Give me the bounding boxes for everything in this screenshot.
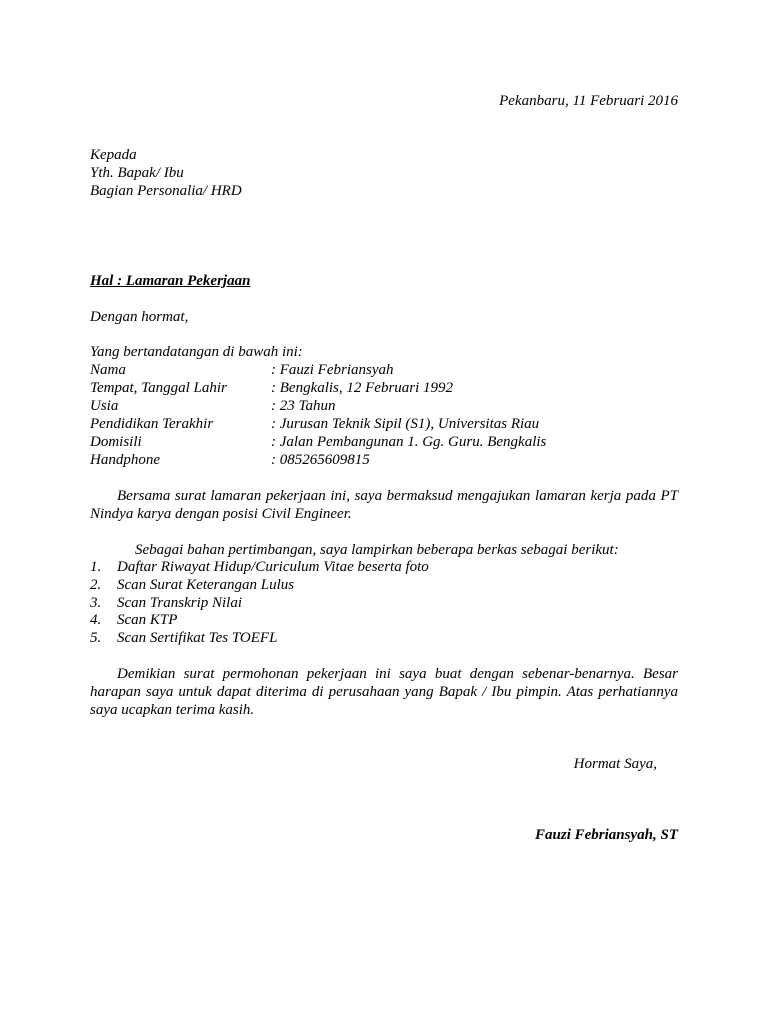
- field-label: Handphone: [90, 452, 160, 468]
- list-text: Scan Sertifikat Tes TOEFL: [117, 630, 278, 646]
- recipient-line-2: Yth. Bapak/ Ibu: [90, 165, 184, 181]
- signature-name: Fauzi Febriansyah, ST: [535, 827, 678, 843]
- subject-line: Hal : Lamaran Pekerjaan: [90, 273, 251, 289]
- list-number: 2.: [90, 577, 102, 593]
- field-value: : Jurusan Teknik Sipil (S1), Universitas Riau: [271, 416, 540, 432]
- list-number: 1.: [90, 559, 102, 575]
- recipient-line-1: Kepada: [90, 147, 137, 163]
- recipient-line-3: Bagian Personalia/ HRD: [90, 183, 242, 199]
- list-text: Scan Transkrip Nilai: [117, 595, 243, 611]
- closing-line-2: harapan saya untuk dapat diterima di perusahaan yang Bapak / Ibu pimpin. Atas perhatiannya: [90, 684, 678, 700]
- list-number: 5.: [90, 630, 102, 646]
- field-value: : Bengkalis, 12 Februari 1992: [271, 380, 454, 396]
- list-text: Scan Surat Keterangan Lulus: [117, 577, 295, 593]
- field-label: Pendidikan Terakhir: [90, 416, 214, 432]
- field-value: : 23 Tahun: [271, 398, 336, 414]
- closing-line-3: saya ucapkan terima kasih.: [90, 702, 255, 718]
- field-label: Nama: [90, 362, 126, 378]
- field-value: : Fauzi Febriansyah: [271, 362, 394, 378]
- paragraph-1-line-2: Nindya karya dengan posisi Civil Engineer.: [90, 506, 352, 522]
- field-value: : Jalan Pembangunan 1. Gg. Guru. Bengkalis: [271, 434, 547, 450]
- paragraph-1-line-1: Bersama surat lamaran pekerjaan ini, saya bermaksud mengajukan lamaran kerja pada PT: [117, 488, 678, 504]
- sign-off: Hormat Saya,: [573, 756, 657, 772]
- attachments-intro: Sebagai bahan pertimbangan, saya lampirkan beberapa berkas sebagai berikut:: [135, 542, 619, 558]
- intro-line: Yang bertandatangan di bawah ini:: [90, 344, 303, 360]
- field-label: Domisili: [90, 434, 142, 450]
- greeting: Dengan hormat,: [90, 309, 189, 325]
- list-text: Daftar Riwayat Hidup/Curiculum Vitae beserta foto: [117, 559, 429, 575]
- list-number: 4.: [90, 612, 102, 628]
- list-number: 3.: [90, 595, 102, 611]
- field-label: Tempat, Tanggal Lahir: [90, 380, 227, 396]
- field-value: : 085265609815: [271, 452, 370, 468]
- closing-line-1: Demikian surat permohonan pekerjaan ini saya buat dengan sebenar-benarnya. Besar: [117, 666, 678, 682]
- date-line: Pekanbaru, 11 Februari 2016: [499, 93, 678, 109]
- field-label: Usia: [90, 398, 119, 414]
- list-text: Scan KTP: [117, 612, 178, 628]
